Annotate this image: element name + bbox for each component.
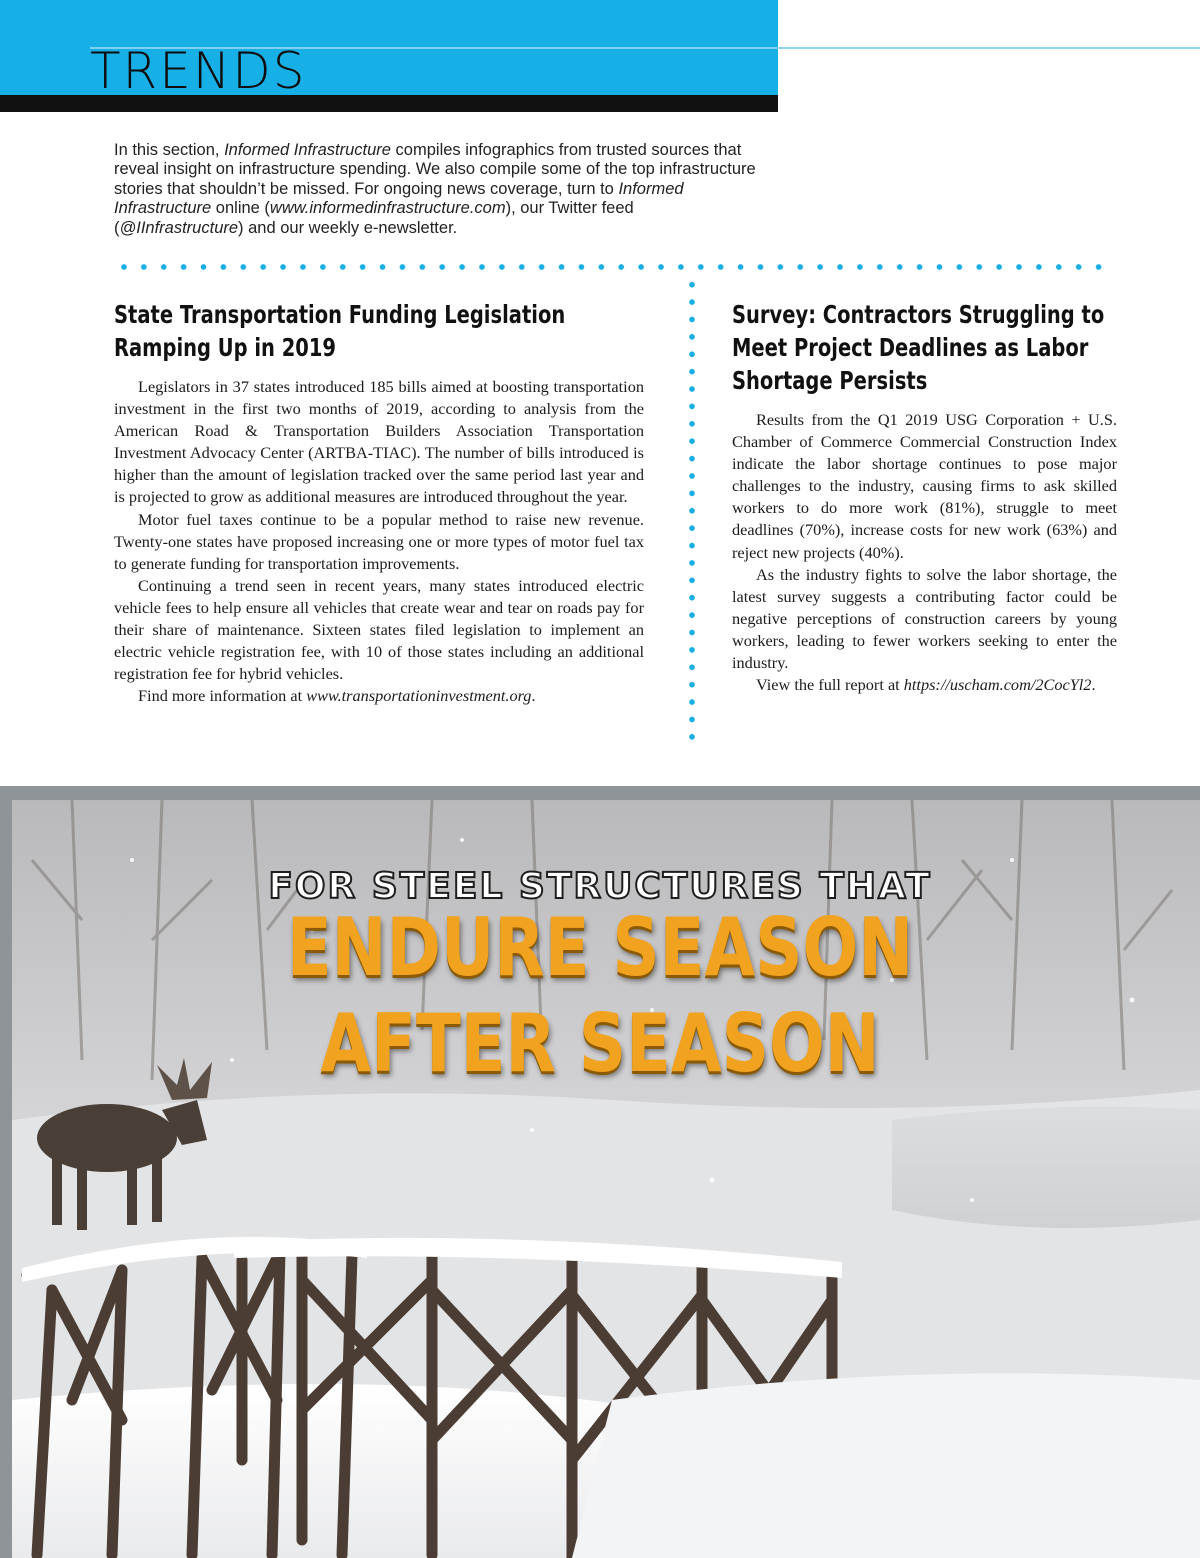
section-title: TRENDS [90, 42, 307, 100]
website-link[interactable]: www.informedinfrastructure.com [269, 199, 506, 218]
article-paragraph: Legislators in 37 states introduced 185 bills aimed at boosting transportation investment in the first two months of 2019, according to analysis from the American Road & Transportation Builders Association Transportation Investment Advocacy Center (ARTBA-TIAC). The number of bills introduced is higher than the amount of legislation tracked over the same period last year and is projected to grow as additional measures are introduced throughout the year. [114, 377, 644, 507]
article-link-paragraph [732, 674, 1117, 696]
link-suffix: . [1091, 675, 1096, 695]
article-transportation-funding [114, 298, 644, 707]
intro-text: ), our Twitter feed ( [114, 199, 634, 237]
article-body [114, 376, 644, 707]
publication-name: Informed Infrastructure [114, 179, 684, 218]
article-paragraph: Continuing a trend seen in recent years, many states introduced electric vehicle fees to help ensure all vehicles that create wear and tear on roads pay for their share of maintenance. Sixteen states filed legislation to implement an electric vehicle registration fee, with 10 of those states including an additional registration fee for hybrid vehicles. [114, 575, 644, 684]
article-paragraph: Results from the Q1 2019 USG Corporation + U.S. Chamber of Commerce Commercial Construction Index indicate the labor shortage continues to pose major challenges to the industry, causing firms to ask skilled workers to do more work (81%), struggle to meet deadlines (70%), increase costs for new work (63%) and reject new projects (40%). [732, 410, 1117, 562]
ad-tagline: FOR STEEL STRUCTURES THAT [268, 866, 932, 907]
ad-headline-line2: AFTER SEASON [320, 997, 880, 1090]
link-suffix: . [531, 686, 536, 706]
link-prefix: Find more information at [138, 686, 307, 706]
header-rule [778, 47, 1200, 49]
article-link[interactable]: www.transportationinvestment.org [306, 686, 532, 706]
article-link[interactable]: https://uscham.com/2CocYl2 [903, 675, 1092, 695]
intro-text: ) and our weekly e-newsletter. [238, 218, 458, 237]
article-paragraph: As the industry fights to solve the labor shortage, the latest survey suggests a contributing factor could be negative perceptions of construction careers by young workers, leading to fewer workers seeking to enter the industry. [732, 564, 1117, 673]
article-paragraph: Motor fuel taxes continue to be a popular method to raise new revenue. Twenty-one states have proposed increasing one or more types of motor fuel tax to generate funding for transportation improvements. [114, 509, 644, 573]
publication-name: Informed Infrastructure [224, 141, 391, 159]
dotted-divider-horizontal [114, 263, 1110, 271]
intro-text: online ( [211, 199, 270, 218]
article-headline: State Transportation Funding Legislation Ramping Up in 2019 [114, 300, 566, 362]
intro-text: In this section, [114, 141, 225, 159]
article-headline: Survey: Contractors Struggling to Meet Project Deadlines as Labor Shortage Persists [732, 300, 1105, 395]
twitter-handle[interactable]: @IInfrastructure [119, 218, 239, 237]
dotted-divider-vertical [688, 276, 696, 746]
article-body [732, 409, 1117, 696]
intro-text: compiles infographics from trusted sources that reveal insight on infrastructure spending. We also compile some of the top infrastructure stories that shouldn’t be missed. For ongoing news coverage, turn to [114, 141, 756, 198]
ad-headline-line1: ENDURE SEASON [286, 901, 914, 994]
article-link-paragraph [114, 685, 644, 707]
intro-paragraph [114, 141, 764, 238]
article-labor-shortage [732, 298, 1117, 696]
link-prefix: View the full report at [756, 675, 904, 695]
